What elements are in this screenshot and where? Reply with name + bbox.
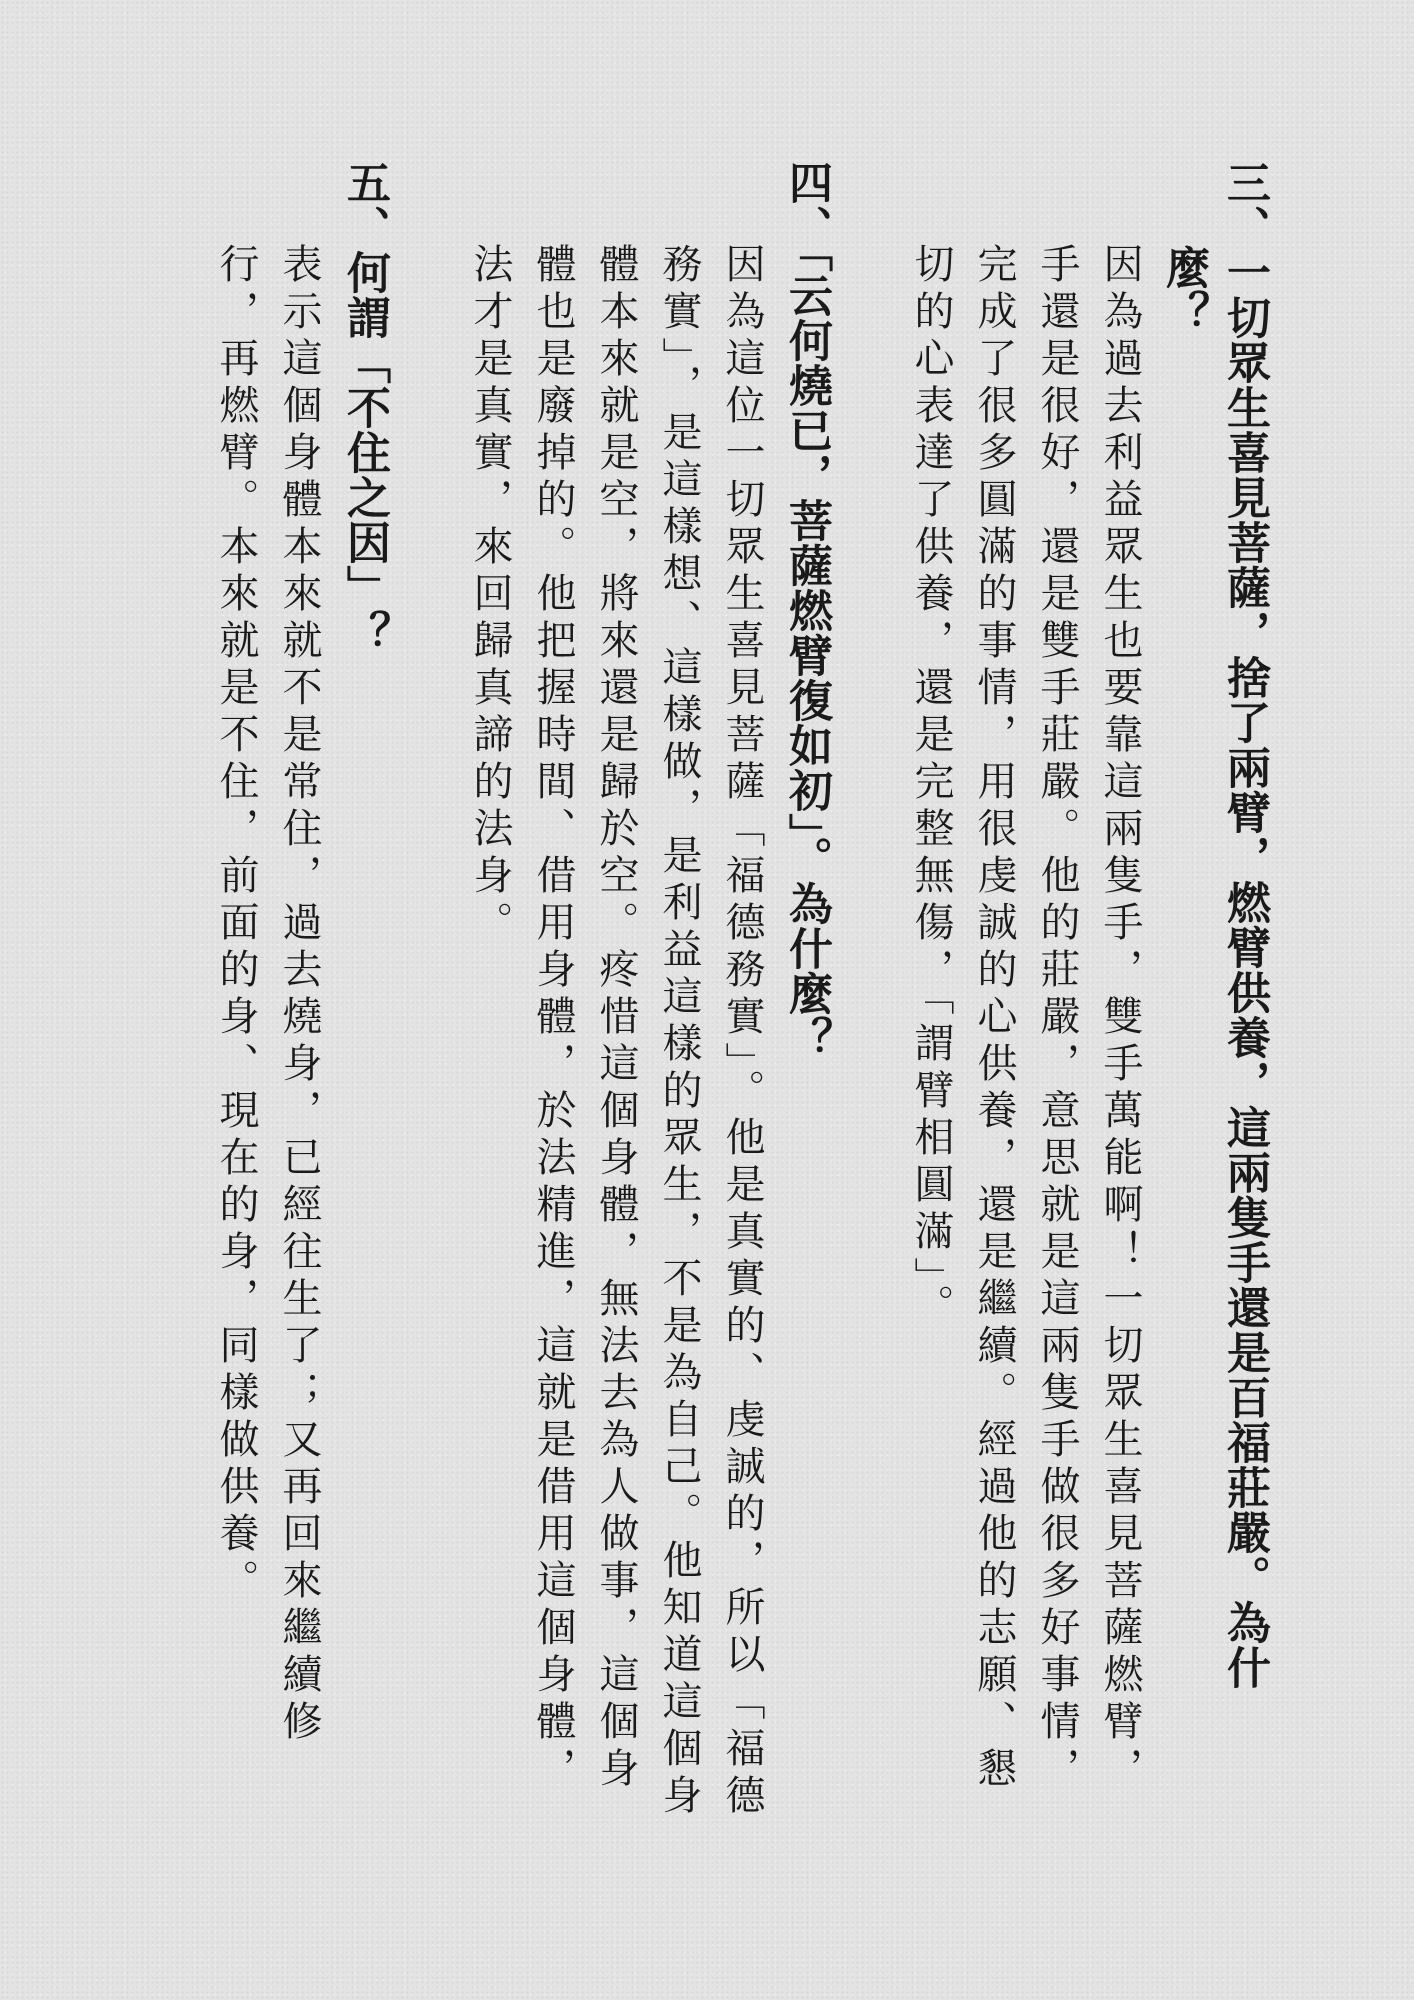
section-5-body-line-1: 表示這個身體本來就不是常住，過去燒身，已經往生了；又再回來繼續修 [276,243,322,1747]
section-4-body-line-5: 法才是真實，來回歸真諦的法身。 [467,243,513,948]
section-4-heading: 四、「云何燒已，菩薩燃臂復如初」。為什麼？ [781,160,832,1061]
section-4-body-line-1: 因為這位一切眾生喜見菩薩「福德務實」。他是真實的、虔誠的，所以「福德 [719,243,765,1821]
section-5-heading: 五、何謂「不住之因」？ [339,160,390,655]
section-4-body-line-3: 體本來就是空，將來還是歸於空。疼惜這個身體，無法去為人做事，這個身 [593,243,639,1794]
section-3-body-line-1: 因為過去利益眾生也要靠這兩隻手，雙手萬能啊！一切眾生喜見菩薩燃臂， [1097,243,1143,1794]
section-3-body-line-4: 切的心表達了供養，還是完整無傷，「謂臂相圓滿」。 [908,243,954,1331]
section-3-heading-line-2: 麼？ [1158,245,1209,335]
section-3-body-line-2: 手還是很好，還是雙手莊嚴。他的莊嚴，意思就是這兩隻手做很多好事情， [1034,243,1080,1794]
section-3-heading-line-1: 三、一切眾生喜見菩薩，捨了兩臂，燃臂供養，這兩隻手還是百福莊嚴。為什 [1219,160,1270,1690]
section-4-body-line-4: 體也是廢掉的。他把握時間、借用身體，於法精進，這就是借用這個身體， [530,243,576,1794]
section-3-body-line-3: 完成了很多圓滿的事情，用很虔誠的心供養，還是繼續。經過他的志願、懇 [971,243,1017,1794]
section-5-body-line-2: 行，再燃臂。本來就是不住，前面的身、現在的身，同樣做供養。 [213,243,259,1606]
section-4-body-line-2: 務實」，是這樣想、這樣做，是利益這樣的眾生，不是為自己。他知道這個身 [656,243,702,1821]
